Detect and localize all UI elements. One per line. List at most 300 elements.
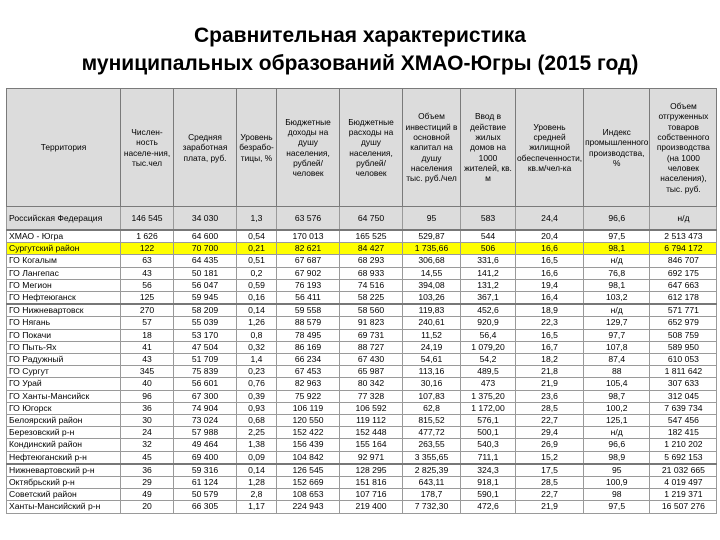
value-cell: н/д [584, 255, 650, 267]
value-cell: 30 [121, 415, 174, 427]
value-cell: 1,3 [237, 207, 277, 231]
value-cell: 15,2 [516, 451, 584, 464]
value-cell: 106 119 [277, 402, 340, 414]
table-row [7, 464, 717, 477]
value-cell: 0,14 [237, 464, 277, 477]
value-cell: 324,3 [461, 464, 516, 477]
value-cell: 224 943 [277, 501, 340, 513]
value-cell: 53 170 [174, 329, 237, 341]
value-cell: 64 435 [174, 255, 237, 267]
table-body [7, 207, 717, 514]
value-cell: 21,9 [516, 501, 584, 513]
value-cell: 1 626 [121, 230, 174, 243]
value-cell: 58 225 [340, 292, 403, 305]
value-cell: 178,7 [403, 489, 461, 501]
value-cell: 56 [121, 279, 174, 291]
value-cell: 146 545 [121, 207, 174, 231]
value-cell: 88 [584, 366, 650, 378]
value-cell: 815,52 [403, 415, 461, 427]
value-cell: 62,8 [403, 402, 461, 414]
value-cell: 59 558 [277, 304, 340, 317]
value-cell: 107,8 [584, 341, 650, 353]
value-cell: 56 601 [174, 378, 237, 390]
value-cell: н/д [584, 304, 650, 317]
value-cell: 34 030 [174, 207, 237, 231]
value-cell: 78 495 [277, 329, 340, 341]
value-cell: 74 516 [340, 279, 403, 291]
value-cell: 14,55 [403, 267, 461, 279]
value-cell: 17,5 [516, 464, 584, 477]
value-cell: 21 032 665 [650, 464, 717, 477]
value-cell: 29,4 [516, 427, 584, 439]
value-cell: 165 525 [340, 230, 403, 243]
table-row [7, 329, 717, 341]
value-cell: 76,8 [584, 267, 650, 279]
value-cell: 74 904 [174, 402, 237, 414]
value-cell: 22,7 [516, 415, 584, 427]
value-cell: 69 731 [340, 329, 403, 341]
title-line-1: Сравнительная характеристика [194, 24, 526, 47]
value-cell: 506 [461, 243, 516, 255]
territory-name-cell: Ханты-Мансийский р-н [7, 501, 121, 513]
value-cell: 155 164 [340, 439, 403, 451]
value-cell: 91 823 [340, 317, 403, 329]
table-row [7, 402, 717, 414]
value-cell: 126 545 [277, 464, 340, 477]
value-cell: 141,2 [461, 267, 516, 279]
value-cell: 477,72 [403, 427, 461, 439]
value-cell: 367,1 [461, 292, 516, 305]
value-cell: 82 963 [277, 378, 340, 390]
value-cell: 270 [121, 304, 174, 317]
value-cell: 152 669 [277, 477, 340, 489]
value-cell: 95 [584, 464, 650, 477]
value-cell: 125,1 [584, 415, 650, 427]
value-cell: 64 600 [174, 230, 237, 243]
table-row [7, 255, 717, 267]
value-cell: 544 [461, 230, 516, 243]
table-row [7, 439, 717, 451]
value-cell: 1 219 371 [650, 489, 717, 501]
table-row [7, 415, 717, 427]
table-row [7, 207, 717, 231]
table-row [7, 427, 717, 439]
value-cell: 84 427 [340, 243, 403, 255]
table-row [7, 243, 717, 255]
value-cell: 97,5 [584, 230, 650, 243]
value-cell: 98,7 [584, 390, 650, 402]
value-cell: 345 [121, 366, 174, 378]
value-cell: 240,61 [403, 317, 461, 329]
value-cell: 24,4 [516, 207, 584, 231]
comparison-table-wrapper [6, 88, 717, 514]
value-cell: 23,6 [516, 390, 584, 402]
value-cell: 20,4 [516, 230, 584, 243]
value-cell: 16,5 [516, 329, 584, 341]
value-cell: 76 193 [277, 279, 340, 291]
value-cell: 1 079,20 [461, 341, 516, 353]
value-cell: 63 [121, 255, 174, 267]
value-cell: 97,7 [584, 329, 650, 341]
value-cell: 1 210 202 [650, 439, 717, 451]
territory-name-cell: ГО Югорск [7, 402, 121, 414]
value-cell: 0,2 [237, 267, 277, 279]
value-cell: 107,83 [403, 390, 461, 402]
value-cell: 0,93 [237, 402, 277, 414]
value-cell: 18,2 [516, 354, 584, 366]
value-cell: 88 727 [340, 341, 403, 353]
column-header: Объем инвестиций в основной капитал на душу населения тыс. руб./чел [403, 89, 461, 207]
value-cell: 45 [121, 451, 174, 464]
value-cell: 69 400 [174, 451, 237, 464]
value-cell: 49 [121, 489, 174, 501]
value-cell: 108 653 [277, 489, 340, 501]
column-header: Объем отгруженных товаров собственного производства (на 1000 человек населения), тыс. руб. [650, 89, 717, 207]
value-cell: 61 124 [174, 477, 237, 489]
value-cell: 0,51 [237, 255, 277, 267]
column-header: Средняя заработная плата, руб. [174, 89, 237, 207]
column-header: Бюджетные расходы на душу населения, рублей/человек [340, 89, 403, 207]
value-cell: 29 [121, 477, 174, 489]
value-cell: н/д [650, 207, 717, 231]
value-cell: 16,5 [516, 255, 584, 267]
value-cell: 113,16 [403, 366, 461, 378]
value-cell: 58 209 [174, 304, 237, 317]
value-cell: 50 181 [174, 267, 237, 279]
value-cell: 1 735,66 [403, 243, 461, 255]
territory-name-cell: ХМАО - Югра [7, 230, 121, 243]
value-cell: 307 633 [650, 378, 717, 390]
value-cell: 540,3 [461, 439, 516, 451]
value-cell: 473 [461, 378, 516, 390]
column-header: Бюджетные доходы на душу населения, рублей/человек [277, 89, 340, 207]
value-cell: 3 355,65 [403, 451, 461, 464]
value-cell: 86 169 [277, 341, 340, 353]
value-cell: 92 971 [340, 451, 403, 464]
value-cell: 68 933 [340, 267, 403, 279]
territory-name-cell: ГО Радужный [7, 354, 121, 366]
value-cell: 20 [121, 501, 174, 513]
value-cell: 394,08 [403, 279, 461, 291]
value-cell: 96 [121, 390, 174, 402]
value-cell: 152 422 [277, 427, 340, 439]
value-cell: 43 [121, 267, 174, 279]
territory-name-cell: ГО Нефтеюганск [7, 292, 121, 305]
value-cell: 647 663 [650, 279, 717, 291]
value-cell: 2 825,39 [403, 464, 461, 477]
territory-name-cell: Кондинский район [7, 439, 121, 451]
territory-name-cell: Сургутский район [7, 243, 121, 255]
value-cell: 5 692 153 [650, 451, 717, 464]
value-cell: 98 [584, 489, 650, 501]
slide-title [0, 22, 720, 78]
territory-name-cell: Российская Федерация [7, 207, 121, 231]
value-cell: 65 987 [340, 366, 403, 378]
territory-name-cell: ГО Сургут [7, 366, 121, 378]
value-cell: 11,52 [403, 329, 461, 341]
territory-name-cell: Октябрьский р-н [7, 477, 121, 489]
value-cell: 2,8 [237, 489, 277, 501]
territory-name-cell: Белоярский район [7, 415, 121, 427]
value-cell: 918,1 [461, 477, 516, 489]
value-cell: 107 716 [340, 489, 403, 501]
value-cell: 125 [121, 292, 174, 305]
value-cell: 0,23 [237, 366, 277, 378]
territory-name-cell: ГО Урай [7, 378, 121, 390]
value-cell: 1,38 [237, 439, 277, 451]
table-row [7, 317, 717, 329]
value-cell: 98,1 [584, 279, 650, 291]
value-cell: 103,26 [403, 292, 461, 305]
value-cell: 119 112 [340, 415, 403, 427]
value-cell: 0,09 [237, 451, 277, 464]
value-cell: 55 039 [174, 317, 237, 329]
value-cell: 57 [121, 317, 174, 329]
value-cell: 0,21 [237, 243, 277, 255]
value-cell: 122 [121, 243, 174, 255]
table-row [7, 390, 717, 402]
value-cell: 51 709 [174, 354, 237, 366]
value-cell: 472,6 [461, 501, 516, 513]
value-cell: 26,9 [516, 439, 584, 451]
value-cell: 16,6 [516, 267, 584, 279]
value-cell: 88 579 [277, 317, 340, 329]
value-cell: 263,55 [403, 439, 461, 451]
table-row [7, 451, 717, 464]
value-cell: 711,1 [461, 451, 516, 464]
value-cell: 131,2 [461, 279, 516, 291]
territory-name-cell: ГО Нягань [7, 317, 121, 329]
territory-name-cell: ГО Нижневартовск [7, 304, 121, 317]
value-cell: 489,5 [461, 366, 516, 378]
value-cell: 129,7 [584, 317, 650, 329]
value-cell: 58 560 [340, 304, 403, 317]
value-cell: 22,3 [516, 317, 584, 329]
value-cell: 16,6 [516, 243, 584, 255]
column-header: Числен-ность населе-ния, тыс.чел [121, 89, 174, 207]
value-cell: 100,9 [584, 477, 650, 489]
value-cell: 68 293 [340, 255, 403, 267]
value-cell: 306,68 [403, 255, 461, 267]
value-cell: 87,4 [584, 354, 650, 366]
value-cell: 54,2 [461, 354, 516, 366]
value-cell: 590,1 [461, 489, 516, 501]
territory-name-cell: Березовский р-н [7, 427, 121, 439]
value-cell: 1,17 [237, 501, 277, 513]
value-cell: 95 [403, 207, 461, 231]
table-row [7, 477, 717, 489]
value-cell: н/д [584, 427, 650, 439]
table-row [7, 304, 717, 317]
value-cell: 103,2 [584, 292, 650, 305]
value-cell: 30,16 [403, 378, 461, 390]
value-cell: 529,87 [403, 230, 461, 243]
value-cell: 846 707 [650, 255, 717, 267]
table-header-row [7, 89, 717, 207]
value-cell: 80 342 [340, 378, 403, 390]
value-cell: 21,8 [516, 366, 584, 378]
value-cell: 219 400 [340, 501, 403, 513]
column-header: Уровень безрабо-тицы, % [237, 89, 277, 207]
value-cell: 24 [121, 427, 174, 439]
value-cell: 6 794 172 [650, 243, 717, 255]
value-cell: 28,5 [516, 477, 584, 489]
territory-name-cell: ГО Мегион [7, 279, 121, 291]
value-cell: 96,6 [584, 207, 650, 231]
value-cell: 1,26 [237, 317, 277, 329]
value-cell: 66 305 [174, 501, 237, 513]
value-cell: 32 [121, 439, 174, 451]
value-cell: 692 175 [650, 267, 717, 279]
value-cell: 508 759 [650, 329, 717, 341]
value-cell: 151 816 [340, 477, 403, 489]
value-cell: 82 621 [277, 243, 340, 255]
value-cell: 98,1 [584, 243, 650, 255]
value-cell: 75 922 [277, 390, 340, 402]
table-row [7, 489, 717, 501]
value-cell: 4 019 497 [650, 477, 717, 489]
title-line-2: муниципальных образований ХМАО-Югры (2015 год) [81, 52, 639, 75]
value-cell: 1 811 642 [650, 366, 717, 378]
column-header: Индекс промышленного производства, % [584, 89, 650, 207]
value-cell: 1 172,00 [461, 402, 516, 414]
value-cell: 57 988 [174, 427, 237, 439]
table-row [7, 501, 717, 513]
table-row [7, 292, 717, 305]
value-cell: 67 300 [174, 390, 237, 402]
value-cell: 50 579 [174, 489, 237, 501]
value-cell: 54,61 [403, 354, 461, 366]
value-cell: 0,59 [237, 279, 277, 291]
table-row [7, 279, 717, 291]
value-cell: 16 507 276 [650, 501, 717, 513]
table-row [7, 378, 717, 390]
value-cell: 66 234 [277, 354, 340, 366]
header-territory: Территория [7, 89, 121, 207]
territory-name-cell: Нефтеюганский р-н [7, 451, 121, 464]
value-cell: 67 902 [277, 267, 340, 279]
value-cell: 63 576 [277, 207, 340, 231]
value-cell: 610 053 [650, 354, 717, 366]
value-cell: 0,16 [237, 292, 277, 305]
value-cell: 0,76 [237, 378, 277, 390]
value-cell: 43 [121, 354, 174, 366]
territory-name-cell: ГО Когалым [7, 255, 121, 267]
table-row [7, 267, 717, 279]
value-cell: 56 411 [277, 292, 340, 305]
territory-name-cell: ГО Покачи [7, 329, 121, 341]
value-cell: 105,4 [584, 378, 650, 390]
value-cell: 16,7 [516, 341, 584, 353]
value-cell: 100,2 [584, 402, 650, 414]
value-cell: 128 295 [340, 464, 403, 477]
value-cell: 75 839 [174, 366, 237, 378]
value-cell: 7 732,30 [403, 501, 461, 513]
value-cell: 452,6 [461, 304, 516, 317]
value-cell: 56,4 [461, 329, 516, 341]
value-cell: 920,9 [461, 317, 516, 329]
value-cell: 22,7 [516, 489, 584, 501]
territory-name-cell: Нижневартовский р-н [7, 464, 121, 477]
value-cell: 119,83 [403, 304, 461, 317]
value-cell: 106 592 [340, 402, 403, 414]
value-cell: 2 513 473 [650, 230, 717, 243]
value-cell: 7 639 734 [650, 402, 717, 414]
table-row [7, 230, 717, 243]
value-cell: 104 842 [277, 451, 340, 464]
value-cell: 2,25 [237, 427, 277, 439]
value-cell: 0,8 [237, 329, 277, 341]
value-cell: 18,9 [516, 304, 584, 317]
value-cell: 312 045 [650, 390, 717, 402]
value-cell: 67 453 [277, 366, 340, 378]
value-cell: 612 178 [650, 292, 717, 305]
value-cell: 56 047 [174, 279, 237, 291]
value-cell: 0,39 [237, 390, 277, 402]
table-row [7, 341, 717, 353]
value-cell: 36 [121, 402, 174, 414]
value-cell: 170 013 [277, 230, 340, 243]
column-header: Уровень средней жилищной обеспеченности, кв.м/чел-ка [516, 89, 584, 207]
value-cell: 571 771 [650, 304, 717, 317]
value-cell: 652 979 [650, 317, 717, 329]
value-cell: 67 430 [340, 354, 403, 366]
value-cell: 1,4 [237, 354, 277, 366]
value-cell: 0,54 [237, 230, 277, 243]
value-cell: 120 550 [277, 415, 340, 427]
value-cell: 19,4 [516, 279, 584, 291]
value-cell: 96,6 [584, 439, 650, 451]
value-cell: 49 464 [174, 439, 237, 451]
value-cell: 576,1 [461, 415, 516, 427]
territory-name-cell: ГО Ханты-Мансийск [7, 390, 121, 402]
value-cell: 47 504 [174, 341, 237, 353]
territory-name-cell: Советский район [7, 489, 121, 501]
value-cell: 67 687 [277, 255, 340, 267]
comparison-table [6, 88, 717, 514]
value-cell: 73 024 [174, 415, 237, 427]
value-cell: 28,5 [516, 402, 584, 414]
value-cell: 40 [121, 378, 174, 390]
value-cell: 24,19 [403, 341, 461, 353]
value-cell: 152 448 [340, 427, 403, 439]
value-cell: 500,1 [461, 427, 516, 439]
value-cell: 21,9 [516, 378, 584, 390]
value-cell: 70 700 [174, 243, 237, 255]
value-cell: 589 950 [650, 341, 717, 353]
territory-name-cell: ГО Пыть-Ях [7, 341, 121, 353]
value-cell: 59 316 [174, 464, 237, 477]
value-cell: 16,4 [516, 292, 584, 305]
table-row [7, 366, 717, 378]
value-cell: 1,28 [237, 477, 277, 489]
value-cell: 0,68 [237, 415, 277, 427]
value-cell: 182 415 [650, 427, 717, 439]
value-cell: 41 [121, 341, 174, 353]
territory-name-cell: ГО Лангепас [7, 267, 121, 279]
value-cell: 98,9 [584, 451, 650, 464]
table-row [7, 354, 717, 366]
value-cell: 36 [121, 464, 174, 477]
value-cell: 1 375,20 [461, 390, 516, 402]
value-cell: 97,5 [584, 501, 650, 513]
value-cell: 156 439 [277, 439, 340, 451]
value-cell: 77 328 [340, 390, 403, 402]
column-header: Ввод в действие жилых домов на 1000 жителей, кв. м [461, 89, 516, 207]
value-cell: 583 [461, 207, 516, 231]
value-cell: 59 945 [174, 292, 237, 305]
value-cell: 0,32 [237, 341, 277, 353]
